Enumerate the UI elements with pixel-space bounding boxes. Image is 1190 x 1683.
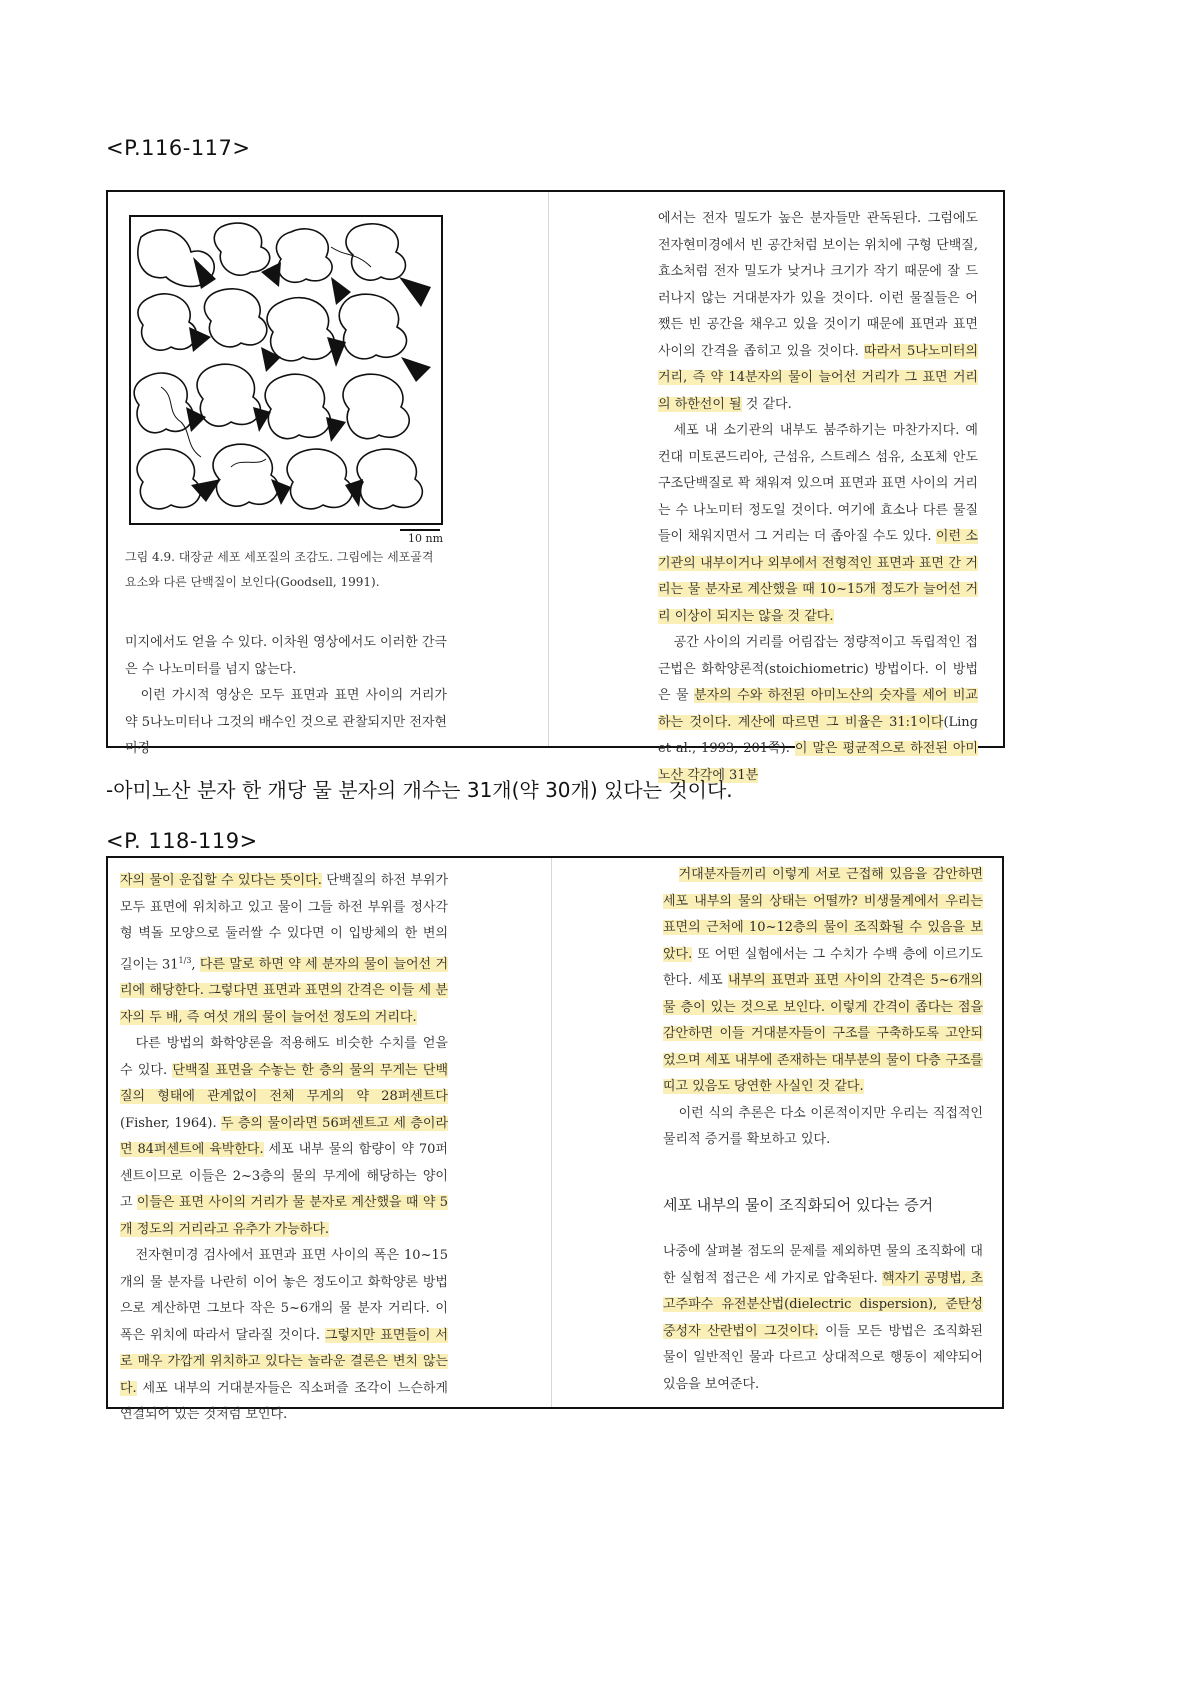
text: , bbox=[191, 956, 200, 972]
page-gutter bbox=[551, 858, 552, 1407]
highlighted-text: 분자의 수와 하전된 아미노산의 숫자를 세어 비교하는 것이다. 계산에 따르면 그 비율은 31:1이다 bbox=[658, 688, 978, 730]
paragraph bbox=[658, 418, 978, 630]
text: 다른 방법의 화학양론을 적용해도 비슷한 수치를 얻을 수 있다. bbox=[120, 1036, 448, 1078]
text: 세포 내부의 거대분자들은 직소퍼즐 조각이 느슨하게 연결되어 있는 것처럼 보인다. bbox=[120, 1380, 448, 1423]
figure-cell-illustration bbox=[129, 215, 443, 525]
text: 단백질의 하전 부위가 모두 표면에 위치하고 있고 물이 그들 하전 부위를 정사각형 벽돌 모양으로 둘러쌀 수 있다면 이 입방체의 한 변의 길이는 31 bbox=[120, 873, 449, 972]
highlighted-text: 두 층의 물이라면 56퍼센트고 세 층이라면 84퍼센트에 육박한다. bbox=[120, 1115, 449, 1158]
paragraph: 미지에서도 얻을 수 있다. 이차원 영상에서도 이러한 간극은 수 나노미터를 넘지 않는다. bbox=[125, 635, 447, 677]
text: 또 어떤 실험에서는 그 수치가 수백 층에 이르기도 한다. 세포 bbox=[663, 946, 983, 988]
section-heading: 세포 내부의 물이 조직화되어 있다는 증거 bbox=[663, 1196, 934, 1214]
highlighted-text: 자의 물이 운집할 수 있다는 뜻이다. bbox=[120, 873, 322, 888]
text: 공간 사이의 거리를 어림잡는 정량적이고 독립적인 접근법은 화학양론적(stoichiometric) 방법이다. 이 방법은 물 bbox=[658, 635, 978, 703]
text: 나중에 살펴볼 점도의 문제를 제외하면 물의 조직화에 대한 실험적 접근은 세 가지로 압축된다. bbox=[663, 1244, 983, 1286]
highlighted-text: 거대분자들끼리 이렇게 서로 근접해 있음을 감안하면 세포 내부의 물의 상태는 어떨까? 비생물계에서 우리는 표면의 근처에 10~12층의 물이 조직화될 수 있음을 보았다. bbox=[663, 867, 983, 962]
paragraph bbox=[120, 1031, 448, 1243]
highlighted-text: 따라서 5나노미터의 거리, 즉 약 14분자의 물이 늘어선 거리가 그 표면 거리의 하한선이 될 bbox=[658, 343, 979, 412]
section-label-p116-117: <P.116-117> bbox=[106, 136, 251, 160]
highlighted-text: 이 말은 평균적으로 하전된 아미노산 각각에 31분 bbox=[658, 741, 978, 783]
right-page-text bbox=[663, 862, 983, 1154]
text: (Fisher, 1964). bbox=[120, 1115, 222, 1131]
highlighted-text: 내부의 표면과 표면 사이의 간격은 5~6개의 물 층이 있는 것으로 보인다. 이렇게 간격이 좁다는 점을 감안하면 이들 거대분자들이 구조를 구축하도록 고안되었으며 세포 내부에 존재하는 대부분의 물이 다층 구조를 띠고 있음도 당연한 사실인 것 같다. bbox=[663, 973, 983, 1094]
text: 세포 내 소기관의 내부도 붐주하기는 마찬가지다. 예컨대 미토콘드리아, 근섬유, 스트레스 섬유, 소포체 안도 구조단백질로 꽉 채워져 있으며 표면과 표면 사이의 거리는 수 나노미터 정도일 것이다. 여기에 효소나 다른 물질들이 채워지면서 그 거리는 더 좁아질 수도 있다. bbox=[658, 423, 978, 544]
page-scan-p118-119 bbox=[106, 856, 1004, 1423]
highlighted-text: 핵자기 공명법, 초고주파수 유전분산법(dielectric dispersion), 준탄성 중성자 산란법이 그것이다. bbox=[663, 1270, 983, 1339]
text: 에서는 전자 밀도가 높은 분자들만 관독된다. 그럼에도 전자현미경에서 빈 공간처럼 보이는 위치에 구형 단백질, 효소처럼 전자 밀도가 낮거나 크기가 작기 때문에 잘 드러나지 않는 거대분자가 있을 것이다. 이런 물질들은 어쨌든 빈 공간을 채우고 있을 것이기 때문에 표면과 표면 사이의 간격을 좁히고 있을 것이다. bbox=[658, 211, 978, 359]
summary-note: -아미노산 분자 한 개당 물 분자의 개수는 31개(약 30개) 있다는 것이다. bbox=[106, 778, 733, 802]
text: (Ling et al., 1993, 201쪽). bbox=[658, 714, 978, 756]
paragraph bbox=[663, 1239, 983, 1398]
paragraph: 이런 식의 추론은 다소 이론적이지만 우리는 직접적인 물리적 증거를 확보하고 있다. bbox=[663, 1105, 983, 1147]
text: 세포 내부 물의 함량이 약 70퍼센트이므로 이들은 2~3층의 물의 무게에 해당하는 양이고 bbox=[120, 1142, 448, 1211]
text: 이들 모든 방법은 조직화된 물이 일반적인 물과 다르고 상대적으로 행동이 제약되어 있음을 보여준다. bbox=[663, 1323, 983, 1392]
paragraph bbox=[120, 1243, 448, 1429]
left-page-text bbox=[120, 868, 448, 1429]
highlighted-text: 이들은 표면 사이의 거리가 물 분자로 계산했을 때 약 5개 정도의 거리라고 유추가 가능하다. bbox=[120, 1195, 448, 1237]
paragraph bbox=[658, 630, 978, 789]
highlighted-text: 그렇지만 표면들이 서로 매우 가깝게 위치하고 있다는 놀라운 결론은 변치 않는다. bbox=[120, 1327, 448, 1396]
paragraph bbox=[663, 862, 983, 1101]
page-gutter bbox=[548, 192, 549, 746]
paragraph bbox=[658, 206, 978, 418]
figure-caption: 그림 4.9. 대장균 세포 세포질의 조감도. 그림에는 세포골격 요소와 다른 단백질이 보인다(Goodsell, 1991). bbox=[125, 550, 434, 589]
cell-cytoplasm-drawing bbox=[131, 217, 441, 523]
paragraph: 이런 가시적 영상은 모두 표면과 표면 사이의 거리가 약 5나노미터나 그것의 배수인 것으로 관찰되지만 전자현미경 bbox=[125, 688, 447, 756]
right-page-text bbox=[658, 206, 978, 789]
figure-scale-bar bbox=[400, 529, 440, 531]
text: 전자현미경 검사에서 표면과 표면 사이의 폭은 10~15개의 물 분자를 나란히 이어 놓은 정도이고 화학양론 방법으로 계산하면 그보다 작은 5~6개의 물 분자 거리다. 이 폭은 위치에 따라서 달라질 것이다. bbox=[120, 1248, 448, 1343]
left-page-text bbox=[125, 630, 447, 763]
highlighted-text: 다른 말로 하면 약 세 분자의 물이 늘어선 거리에 해당한다. 그렇다면 표면과 표면의 간격은 이들 세 분자의 두 배, 즉 여섯 개의 물이 늘어선 정도의 거리다. bbox=[120, 956, 448, 1025]
section-label-p118-119: <P. 118-119> bbox=[106, 829, 258, 853]
superscript: 1/3 bbox=[178, 955, 192, 965]
highlighted-text: 단백질 표면을 수놓는 한 층의 물의 무게는 단백질의 형태에 관계없이 전체 무게의 약 28퍼센트다 bbox=[120, 1062, 449, 1105]
text: 것 같다. bbox=[741, 396, 792, 412]
page-scan-p116-117 bbox=[106, 190, 1005, 783]
highlighted-text: 이런 소기관의 내부이거나 외부에서 전형적인 표면과 표면 간 거리는 물 분자로 계산했을 때 10~15개 정도가 늘어선 거리 이상이 되지는 않을 것 같다. bbox=[658, 529, 978, 624]
paragraph bbox=[120, 868, 448, 1031]
right-page-text-continued bbox=[663, 1239, 983, 1398]
figure-scale-label: 10 nm bbox=[408, 532, 444, 545]
